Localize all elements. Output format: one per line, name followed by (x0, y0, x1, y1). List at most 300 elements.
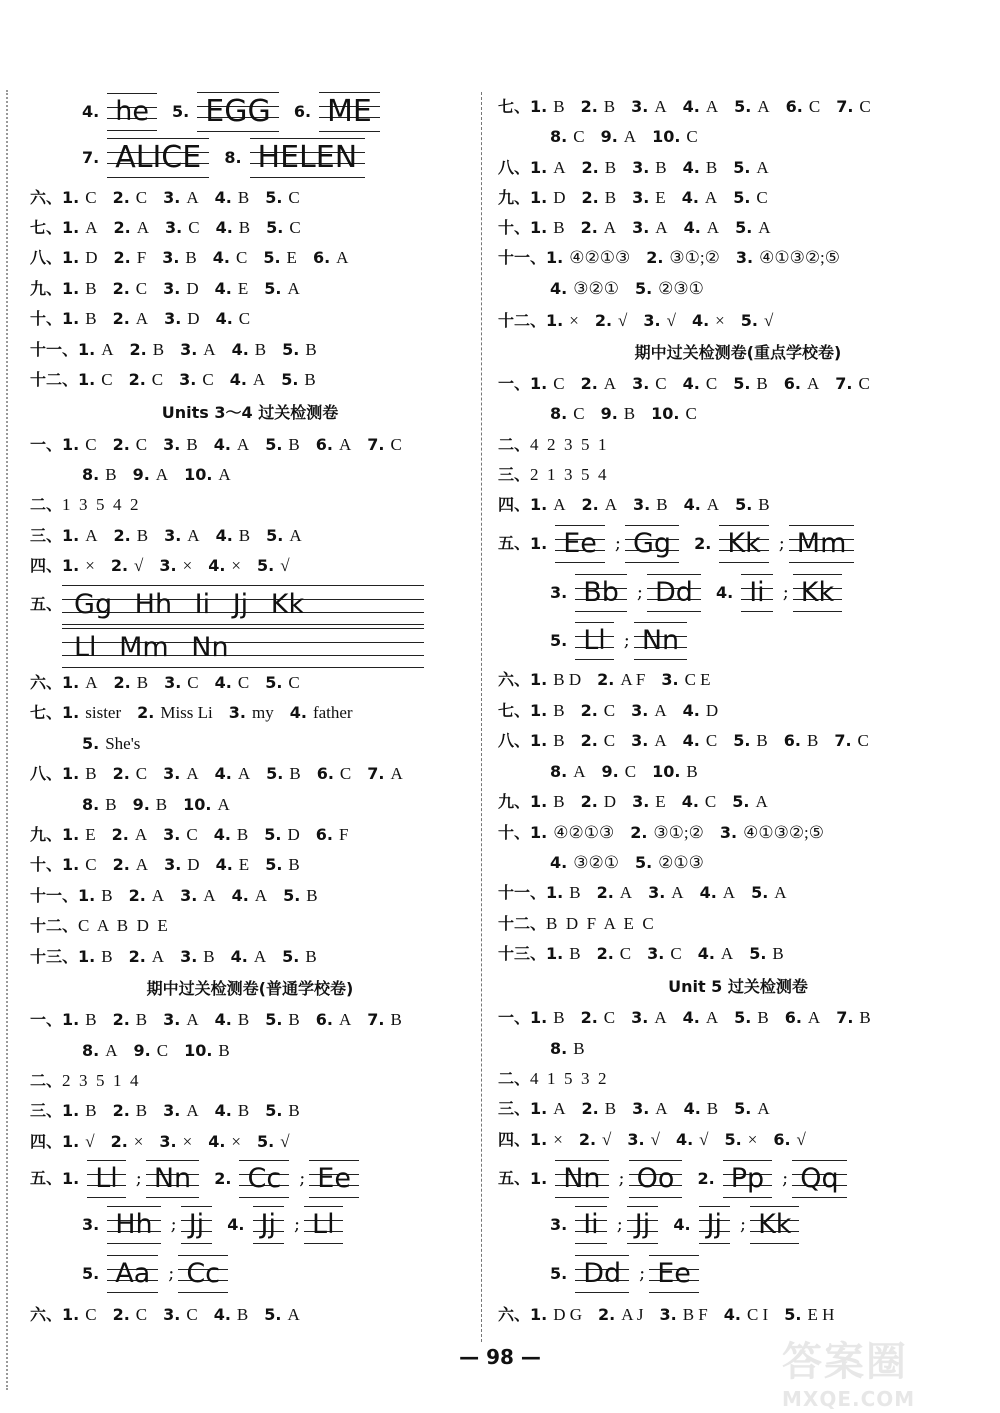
answer-item (682, 188, 718, 207)
handwritten-pair: Ee (555, 525, 605, 563)
item-number: 1. (530, 158, 548, 177)
answer-line (30, 274, 316, 304)
answer-value: D (553, 188, 566, 207)
answer-value: √ (134, 556, 144, 575)
answer-value: C (619, 944, 632, 963)
answer-item (111, 1132, 144, 1151)
item-number: 5. (257, 556, 275, 575)
item-number: 1. (62, 279, 80, 298)
answer-line (498, 399, 713, 429)
answer-value: A (390, 764, 403, 783)
item-number: 4. (682, 731, 700, 750)
answer-value: C (151, 370, 164, 389)
answer-item (281, 370, 316, 389)
answer-item (62, 825, 96, 844)
item-number: 5. (264, 825, 282, 844)
handwriting-row-1 (30, 92, 390, 132)
answer-value: ③②① (573, 279, 619, 298)
answer-value: A (757, 1099, 770, 1118)
answer-item (216, 309, 251, 328)
answer-item (692, 311, 725, 330)
item-number: 1. (530, 97, 548, 116)
answer-line (30, 911, 184, 941)
answer-item (597, 944, 632, 963)
handwritten-pair: Oo (629, 1160, 683, 1198)
handwritten-pair: Cc (239, 1160, 289, 1198)
answer-item (231, 947, 267, 966)
item-number: 4. (683, 218, 701, 237)
item-number: 4. (682, 1008, 700, 1027)
answer-line (30, 365, 332, 395)
item-number: 6. (293, 102, 312, 121)
answer-item (546, 944, 581, 963)
answer-item (684, 495, 720, 514)
answer-value: C (202, 370, 214, 389)
item-number: 3. (164, 855, 182, 874)
separator: ; (299, 1168, 306, 1189)
answer-value: × (747, 1130, 758, 1149)
answer-item (180, 947, 215, 966)
answer-value: A (338, 1010, 352, 1029)
answer-value: B (772, 944, 784, 963)
answer-value: C (238, 309, 251, 328)
item-number: 3. (632, 158, 650, 177)
answer-value: B (859, 1008, 871, 1027)
answer-item (530, 701, 565, 720)
answer-value: D (287, 825, 300, 844)
answer-value: D G (553, 1305, 583, 1324)
section-number: 九、 (498, 792, 531, 811)
separator: ; (614, 533, 621, 554)
answer-item (163, 825, 198, 844)
answer-line (498, 274, 720, 304)
answer-value: B (237, 188, 250, 207)
answer-line (498, 243, 856, 273)
answer-item (367, 1010, 402, 1029)
answer-value: A (203, 340, 216, 359)
item-number: 4. (231, 886, 249, 905)
answer-item (734, 1008, 769, 1027)
answer-value: B (136, 673, 149, 692)
handwritten-word: he (107, 93, 157, 131)
answer-item (216, 526, 251, 545)
answer-item (215, 1010, 250, 1029)
answer-value: √ (763, 311, 774, 330)
answer-value: B (135, 1101, 148, 1120)
answer-value: A (806, 374, 820, 393)
answer-line (498, 818, 840, 848)
answer-value: √ (280, 1132, 290, 1151)
item-number: 1. (78, 886, 96, 905)
answer-value: A (336, 248, 349, 267)
item-number: 3. (632, 374, 650, 393)
separator: ; (782, 582, 789, 603)
answer-item (82, 1041, 118, 1060)
answer-value: ③①;② (669, 248, 720, 267)
answer-value: C (288, 673, 300, 692)
answer-item (266, 218, 301, 237)
item-number: 5. (733, 158, 751, 177)
item-number: 5. (264, 1305, 282, 1324)
answer-value: C (235, 248, 248, 267)
answer-item (683, 701, 719, 720)
answer-item (230, 370, 266, 389)
section-number: 十二、 (30, 370, 79, 389)
item-number: 5. (82, 1264, 100, 1283)
answer-value: A (287, 1305, 300, 1324)
handwritten-pair: Hh (107, 1206, 160, 1244)
item-number: 3. (179, 370, 197, 389)
answer-item (635, 279, 704, 298)
answer-value: × (182, 1132, 193, 1151)
answer-value: C (135, 1305, 148, 1324)
section-number: 六、 (30, 188, 63, 207)
item-number: 5. (281, 370, 299, 389)
section-number: 五、 (30, 1168, 63, 1188)
section-number: 一、 (30, 1010, 63, 1029)
item-number: 4. (682, 374, 700, 393)
answer-value: E H (807, 1305, 835, 1324)
answer-item (214, 435, 250, 454)
answer-value: B (569, 944, 581, 963)
answer-item (317, 764, 352, 783)
answer-value: B (85, 309, 97, 328)
section-number: 十、 (30, 309, 63, 328)
answer-item (264, 1305, 300, 1324)
answer-item (129, 947, 165, 966)
handwritten-pair: Pp (723, 1160, 772, 1198)
answer-value: B (105, 465, 117, 484)
answer-value: ②①③ (658, 853, 704, 872)
item-number: 5. (733, 731, 751, 750)
item-number: 5. (82, 734, 100, 753)
item-number: 3. (648, 883, 666, 902)
answer-value: B (705, 158, 718, 177)
handwritten-word: EGG (197, 92, 278, 132)
item-number: 4. (214, 1101, 232, 1120)
answer-value: C (670, 944, 682, 963)
answer-item (582, 495, 618, 514)
item-number: 3. (165, 218, 183, 237)
item-number: 8. (550, 762, 568, 781)
item-number: 9. (600, 127, 618, 146)
item-number: 1. (62, 764, 80, 783)
answer-value: A (706, 218, 720, 237)
item-number: 4. (691, 311, 710, 330)
item-number: 5. (265, 673, 283, 692)
answer-item (700, 883, 736, 902)
answer-value: B (806, 731, 819, 750)
answer-item (550, 127, 585, 146)
section-number: 六、 (498, 1305, 531, 1324)
answer-item (137, 703, 213, 722)
answer-item (581, 731, 616, 750)
item-number: 3. (163, 1305, 181, 1324)
item-number: 4. (214, 764, 232, 783)
answer-value: C (135, 435, 148, 454)
answer-value: C (858, 374, 870, 393)
section-number: 八、 (30, 248, 63, 267)
answer-value: A (553, 158, 566, 177)
item-number: 2. (214, 1169, 232, 1188)
item-number: 5. (724, 1130, 742, 1149)
item-number: 3. (550, 1215, 568, 1234)
item-number: 5. (257, 1132, 275, 1151)
section-number: 十一、 (30, 886, 79, 905)
item-number: 1. (530, 374, 548, 393)
answer-item (676, 1130, 709, 1149)
item-number: 3. (633, 495, 651, 514)
answer-item (208, 556, 241, 575)
answer-value: A (655, 218, 668, 237)
section-number: 六、 (30, 1305, 63, 1324)
answer-line (30, 521, 318, 551)
item-number: 5. (634, 853, 653, 872)
answer-item (113, 764, 148, 783)
section-heading: 期中过关检测卷(重点学校卷) (634, 343, 842, 362)
answer-item (232, 886, 268, 905)
answer-item (530, 823, 614, 842)
section-number: 四、 (30, 556, 63, 575)
answer-item (581, 218, 617, 237)
answer-sequence: 2 1 3 5 4 (530, 465, 607, 484)
item-number: 1. (62, 188, 80, 207)
handwritten-pair: Ll (575, 622, 614, 660)
item-number: 2. (597, 670, 615, 689)
answer-value: √ (666, 311, 676, 330)
answer-item (546, 311, 579, 330)
item-number: 4. (673, 1215, 691, 1234)
answer-value: B (686, 762, 698, 781)
answer-item (265, 1101, 300, 1120)
answer-line (30, 759, 419, 789)
answer-item (546, 248, 630, 267)
answer-value: B (288, 435, 300, 454)
handwritten-pair: Jj (627, 1206, 658, 1244)
answer-item (651, 404, 697, 423)
answer-item (581, 374, 617, 393)
answer-value: sister (85, 703, 122, 722)
answer-value: C (705, 374, 718, 393)
answer-value: A (755, 792, 768, 811)
answer-item (684, 218, 720, 237)
answer-value: × (231, 1132, 242, 1151)
answer-value: A (287, 279, 300, 298)
answer-value: A (236, 435, 250, 454)
answer-value: F (338, 825, 349, 844)
answer-item (215, 764, 251, 783)
answer-item (163, 279, 199, 298)
answer-item (682, 792, 717, 811)
answer-value: B (288, 1101, 300, 1120)
answer-value: B (85, 1010, 97, 1029)
answer-item (725, 1130, 758, 1149)
page-edge (6, 90, 12, 1390)
answer-item (184, 1041, 230, 1060)
answer-line (498, 153, 785, 183)
item-number: 3. (632, 1099, 650, 1118)
section-number: 十、 (30, 855, 63, 874)
answer-line (30, 1005, 418, 1035)
item-number: 7. (835, 374, 853, 393)
answer-value: A (85, 673, 98, 692)
item-number: 6. (783, 374, 801, 393)
answer-item (113, 1305, 148, 1324)
handwritten-pair: Ll (87, 1160, 126, 1198)
answer-value: × (231, 556, 242, 575)
answer-value: B (758, 495, 770, 514)
handwriting-row-2 (30, 138, 375, 178)
item-number: 1. (62, 703, 80, 722)
answer-value: B D (553, 670, 582, 689)
item-number: 10. (184, 1041, 213, 1060)
item-number: 1. (62, 309, 80, 328)
item-number: 3. (632, 218, 650, 237)
answer-line (498, 665, 727, 695)
answer-value: C (603, 731, 616, 750)
item-number: 2. (129, 340, 147, 359)
answer-line (30, 551, 306, 581)
answer-item (213, 248, 248, 267)
answer-value: A (203, 886, 216, 905)
item-number: 1. (530, 792, 548, 811)
answer-value: D (705, 701, 719, 720)
item-number: 3. (631, 97, 649, 116)
answer-value: C (85, 435, 97, 454)
answer-value: B (553, 218, 565, 237)
separator: ; (616, 1214, 623, 1235)
item-number: 1. (62, 855, 80, 874)
item-number: 5. (266, 764, 284, 783)
answer-line (498, 1064, 623, 1094)
answer-value: A (705, 97, 719, 116)
answer-line (498, 369, 886, 399)
answer-item (627, 1130, 660, 1149)
answer-value: × (715, 311, 725, 330)
answer-value: A (186, 764, 199, 783)
answer-value: B (101, 886, 113, 905)
answer-item (133, 795, 168, 814)
answer-value: C E (684, 670, 711, 689)
answer-value: √ (280, 556, 290, 575)
handwriting-row-u5b (30, 628, 424, 668)
answer-value: C (686, 127, 698, 146)
answer-item (257, 556, 290, 575)
item-number: 1. (530, 218, 548, 237)
item-number: 4. (716, 583, 734, 602)
section-number: 一、 (30, 435, 63, 454)
answer-value: A (105, 1041, 118, 1060)
answer-item (62, 855, 97, 874)
item-number: 7. (82, 148, 100, 167)
answer-value: A (151, 947, 165, 966)
item-number: 4. (208, 556, 226, 575)
answer-value: C (188, 218, 200, 237)
answer-value: C (603, 701, 616, 720)
separator: ; (168, 1263, 175, 1284)
section-number: 三、 (30, 1101, 63, 1120)
answer-item (62, 703, 121, 722)
item-number: 4. (699, 883, 717, 902)
answer-item (631, 97, 667, 116)
answer-line (30, 729, 156, 759)
item-number: 6. (785, 97, 803, 116)
answer-line (30, 183, 316, 213)
item-number: 4. (550, 853, 568, 872)
section-number: 六、 (30, 673, 63, 692)
item-number: 2. (596, 944, 614, 963)
handwriting-row-m5c (30, 1255, 238, 1295)
answer-value: She's (105, 734, 141, 753)
answer-item (62, 218, 98, 237)
column-divider (481, 92, 482, 1342)
handwritten-pair: Nn (146, 1160, 199, 1198)
item-number: 9. (132, 465, 150, 484)
item-number: 3. (164, 673, 182, 692)
separator: ; (782, 1168, 789, 1189)
answer-item (229, 703, 274, 722)
item-number: 10. (651, 404, 680, 423)
item-number: 4. (214, 279, 232, 298)
answer-item (601, 404, 636, 423)
answer-value: A (101, 340, 114, 359)
item-number: 7. (834, 731, 852, 750)
answer-value: A (85, 526, 98, 545)
item-number: 4. (682, 701, 700, 720)
answer-line (30, 490, 155, 520)
answer-item (632, 188, 666, 207)
answer-line (498, 939, 800, 969)
answer-item (530, 1008, 565, 1027)
answer-item (114, 248, 147, 267)
section-number: 十、 (498, 218, 531, 237)
item-number: 7. (836, 97, 854, 116)
section-number: 七、 (498, 701, 531, 720)
answer-line (498, 1003, 887, 1033)
answer-value: C (553, 374, 565, 393)
answer-item (784, 1305, 834, 1324)
answer-item (62, 309, 97, 328)
answer-item (215, 673, 250, 692)
item-number: 4. (723, 1305, 741, 1324)
answer-sequence: B D F A E C (546, 914, 654, 933)
answer-value: C (289, 218, 301, 237)
section-number: 十一、 (30, 340, 79, 359)
answer-line (498, 787, 784, 817)
item-number: 5. (265, 855, 283, 874)
item-number: 6. (315, 1010, 333, 1029)
item-number: 5. (282, 340, 300, 359)
answer-value: A (619, 883, 633, 902)
answer-item (630, 823, 704, 842)
item-number: 2. (694, 534, 712, 553)
item-number: 1. (62, 673, 80, 692)
item-number: 3. (163, 435, 181, 454)
item-number: 3. (632, 792, 650, 811)
item-number: 2. (112, 1010, 130, 1029)
item-number: 3. (180, 340, 198, 359)
answer-value: B (186, 435, 198, 454)
answer-item (582, 1099, 617, 1118)
item-number: 3. (631, 701, 649, 720)
answer-value: × (553, 1130, 563, 1149)
answer-value: B (390, 1010, 402, 1029)
item-number: 5. (282, 947, 300, 966)
answer-item (751, 883, 787, 902)
item-number: 4. (227, 1215, 245, 1234)
answer-item (581, 97, 616, 116)
handwritten-pair: Ll (304, 1206, 343, 1244)
